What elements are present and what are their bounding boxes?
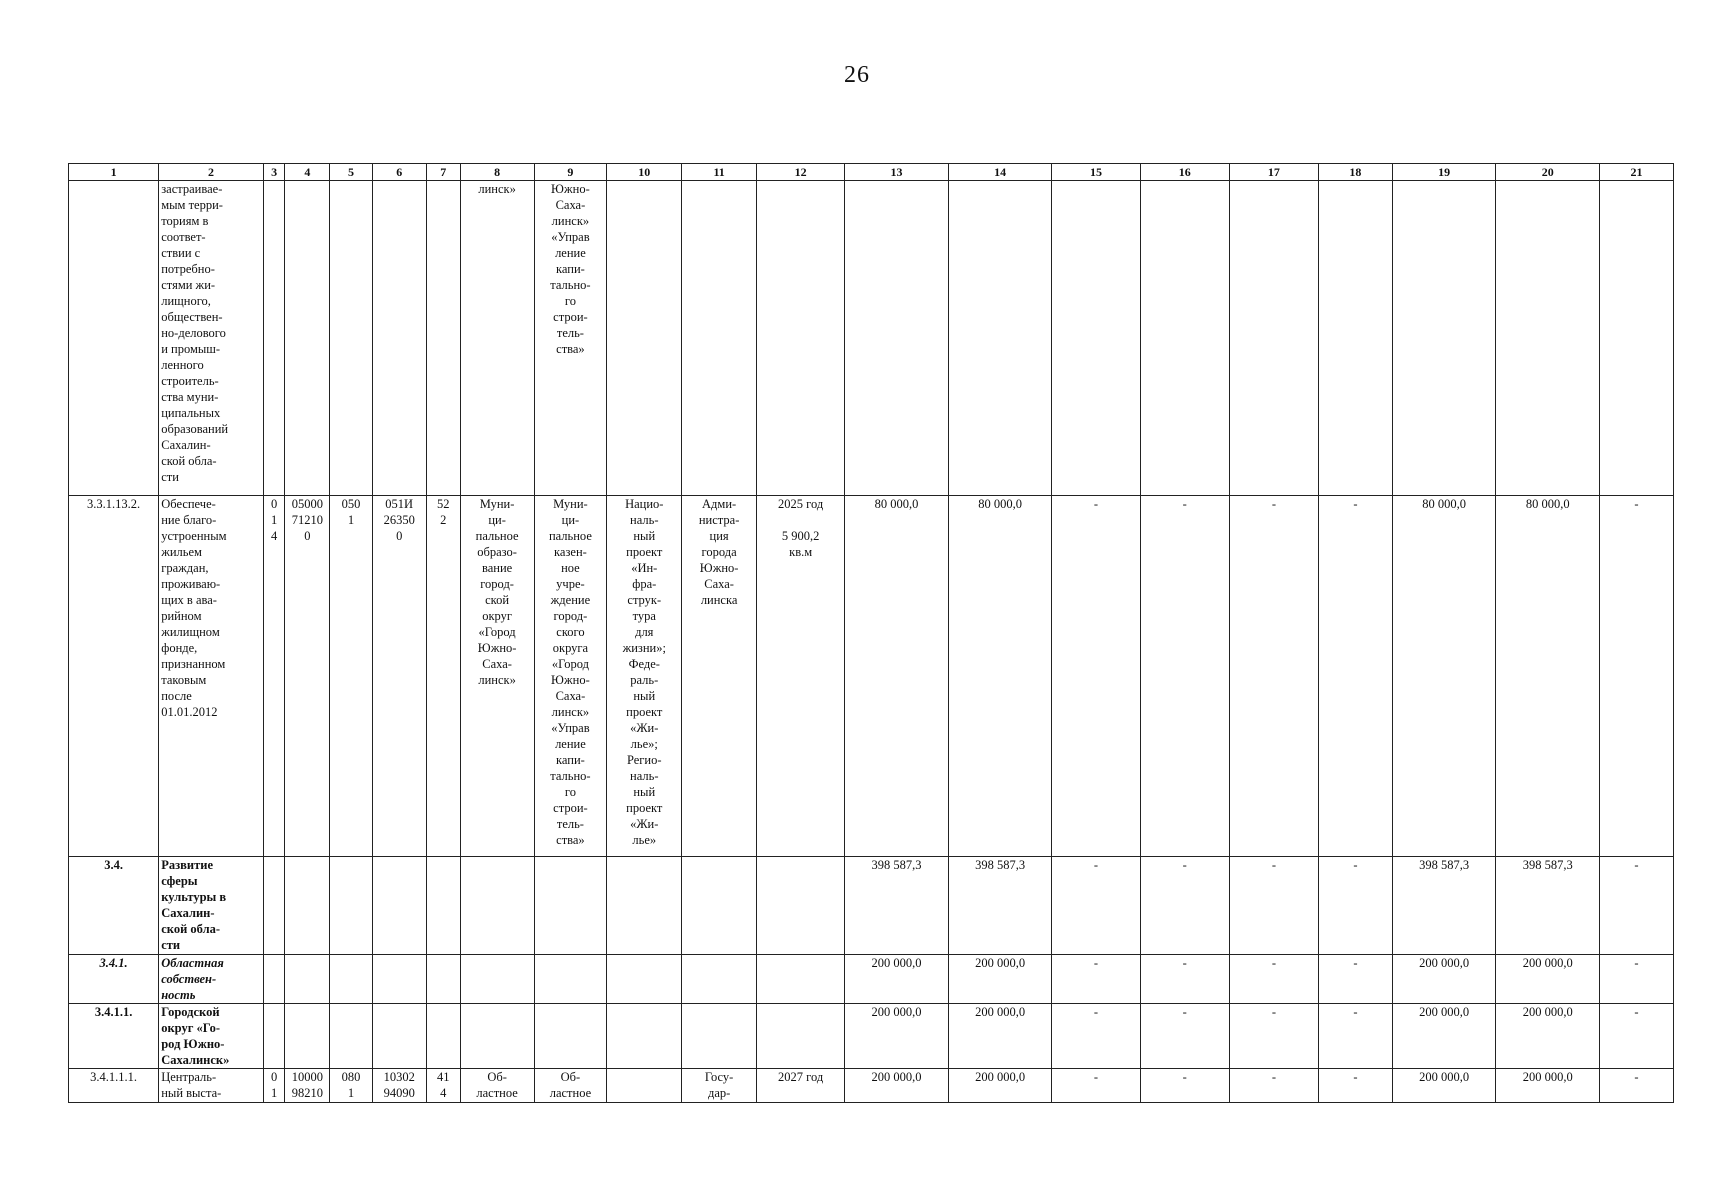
table-row — [69, 1069, 1674, 1103]
table-cell: - — [1600, 955, 1674, 1004]
table-cell — [263, 857, 285, 955]
table-cell — [682, 955, 757, 1004]
table-cell — [1392, 181, 1496, 496]
table-cell: - — [1600, 1069, 1674, 1103]
row-description: Областная собствен- ность — [159, 955, 264, 1004]
table-cell: - — [1140, 1004, 1229, 1069]
table-cell: 05000 71210 0 — [285, 496, 330, 857]
table-cell: - — [1052, 496, 1140, 857]
table-cell — [1496, 181, 1600, 496]
table-cell — [372, 857, 426, 955]
table-row — [69, 955, 1674, 1004]
table-cell: 2027 год — [757, 1069, 845, 1103]
table-cell — [372, 955, 426, 1004]
column-header: 12 — [757, 164, 845, 181]
column-header: 18 — [1319, 164, 1393, 181]
amount-cell: 200 000,0 — [845, 1004, 949, 1069]
table-cell: - — [1600, 496, 1674, 857]
amount-cell: 80 000,0 — [1496, 496, 1600, 857]
column-header: 19 — [1392, 164, 1496, 181]
table-cell — [534, 1004, 607, 1069]
column-header: 3 — [263, 164, 285, 181]
table-cell: линск» — [460, 181, 534, 496]
table-cell — [330, 955, 372, 1004]
table-cell: 050 1 — [330, 496, 372, 857]
column-header: 21 — [1600, 164, 1674, 181]
column-header: 1 — [69, 164, 159, 181]
table-cell — [285, 955, 330, 1004]
column-header: 2 — [159, 164, 264, 181]
table-cell — [757, 1004, 845, 1069]
table-cell — [534, 857, 607, 955]
table-cell — [330, 857, 372, 955]
table-cell: - — [1319, 857, 1393, 955]
row-code: 3.3.1.13.2. — [69, 496, 159, 857]
table-cell — [1229, 181, 1318, 496]
table-cell: - — [1052, 1004, 1140, 1069]
table-cell: - — [1319, 955, 1393, 1004]
table-cell: 051И 26350 0 — [372, 496, 426, 857]
table-cell: - — [1319, 1004, 1393, 1069]
row-code: 3.4.1.1. — [69, 1004, 159, 1069]
table-cell: 52 2 — [426, 496, 460, 857]
table-cell: 10000 98210 — [285, 1069, 330, 1103]
amount-cell: 200 000,0 — [1496, 955, 1600, 1004]
table-cell: 0 1 — [263, 1069, 285, 1103]
table-cell: - — [1600, 857, 1674, 955]
table-cell — [534, 955, 607, 1004]
row-code: 3.4.1. — [69, 955, 159, 1004]
amount-cell: 200 000,0 — [1392, 955, 1496, 1004]
table-cell — [948, 181, 1052, 496]
amount-cell: 200 000,0 — [845, 1069, 949, 1103]
column-header: 14 — [948, 164, 1052, 181]
column-header: 17 — [1229, 164, 1318, 181]
table-row — [69, 1004, 1674, 1069]
column-header: 16 — [1140, 164, 1229, 181]
table-cell — [426, 955, 460, 1004]
table-cell: Нацио- наль- ный проект «Ин- фра- струк- тура для жизни»; Феде- раль- ный проект «Жи- лье»; Регио- наль- ный проект «Жи- лье» — [607, 496, 682, 857]
table-cell: - — [1600, 1004, 1674, 1069]
column-header: 10 — [607, 164, 682, 181]
table-cell — [607, 1069, 682, 1103]
table-cell — [757, 181, 845, 496]
row-description: Централь- ный выста- — [159, 1069, 264, 1103]
row-description: застраивае- мым терри- ториям в соответ- ствии с потребно- стями жи- лищного, обществен- но-делового и промыш- ленного строитель- ства муни- ципальных образований Сахалин- ской обла- сти — [159, 181, 264, 496]
column-header: 9 — [534, 164, 607, 181]
table-cell — [1052, 181, 1140, 496]
table-cell: Муни- ци- пальное образо- вание город- ской округ «Город Южно- Саха- линск» — [460, 496, 534, 857]
table-cell: Госу- дар- — [682, 1069, 757, 1103]
table-cell: - — [1140, 1069, 1229, 1103]
amount-cell: 398 587,3 — [845, 857, 949, 955]
amount-cell: 200 000,0 — [948, 1004, 1052, 1069]
row-description: Городской округ «Го- род Южно- Сахалинск» — [159, 1004, 264, 1069]
table-cell: - — [1052, 1069, 1140, 1103]
column-header: 6 — [372, 164, 426, 181]
column-header: 11 — [682, 164, 757, 181]
table-cell: - — [1140, 857, 1229, 955]
table-row — [69, 857, 1674, 955]
row-code: 3.4. — [69, 857, 159, 955]
table-cell — [607, 955, 682, 1004]
table-cell: - — [1140, 496, 1229, 857]
table-cell — [426, 181, 460, 496]
amount-cell: 200 000,0 — [948, 955, 1052, 1004]
table-cell — [1140, 181, 1229, 496]
table-cell — [460, 955, 534, 1004]
table-cell: Адми- нистра- ция города Южно- Саха- линска — [682, 496, 757, 857]
table-cell — [757, 955, 845, 1004]
column-header: 13 — [845, 164, 949, 181]
table-row — [69, 181, 1674, 496]
table-cell — [263, 1004, 285, 1069]
table-cell: 0 1 4 — [263, 496, 285, 857]
table-cell: - — [1052, 857, 1140, 955]
table-cell: 080 1 — [330, 1069, 372, 1103]
table-cell: Об- ластное — [534, 1069, 607, 1103]
table-cell: - — [1229, 1069, 1318, 1103]
amount-cell: 200 000,0 — [1496, 1069, 1600, 1103]
table-cell: - — [1140, 955, 1229, 1004]
table-cell — [330, 1004, 372, 1069]
table-cell: Южно- Саха- линск» «Управ ление капи- тально- го строи- тель- ства» — [534, 181, 607, 496]
table-cell: 2025 год 5 900,2 кв.м — [757, 496, 845, 857]
table-cell: Муни- ци- пальное казен- ное учре- ждение город- ского округа «Город Южно- Саха- линск» «Управ ление капи- тально- го строи- тель- ства» — [534, 496, 607, 857]
table-cell: - — [1319, 496, 1393, 857]
table-cell: Об- ластное — [460, 1069, 534, 1103]
table-cell — [372, 181, 426, 496]
amount-cell: 200 000,0 — [845, 955, 949, 1004]
table-cell — [607, 181, 682, 496]
table-cell — [1600, 181, 1674, 496]
table-cell — [757, 857, 845, 955]
table-cell — [682, 181, 757, 496]
table-cell — [285, 181, 330, 496]
row-code — [69, 181, 159, 496]
amount-cell: 80 000,0 — [1392, 496, 1496, 857]
table-cell — [330, 181, 372, 496]
amount-cell: 200 000,0 — [1392, 1069, 1496, 1103]
amount-cell: 200 000,0 — [1496, 1004, 1600, 1069]
table-cell — [460, 857, 534, 955]
column-header: 4 — [285, 164, 330, 181]
table-header-row — [69, 164, 1674, 181]
table-cell — [682, 857, 757, 955]
table-cell — [263, 955, 285, 1004]
table-cell — [285, 1004, 330, 1069]
amount-cell: 398 587,3 — [1496, 857, 1600, 955]
amount-cell: 200 000,0 — [948, 1069, 1052, 1103]
budget-table — [68, 163, 1674, 1103]
column-header: 7 — [426, 164, 460, 181]
table-row — [69, 496, 1674, 857]
table-cell: - — [1229, 496, 1318, 857]
table-cell: - — [1229, 1004, 1318, 1069]
column-header: 15 — [1052, 164, 1140, 181]
table-cell: 10302 94090 — [372, 1069, 426, 1103]
column-header: 20 — [1496, 164, 1600, 181]
amount-cell: 398 587,3 — [948, 857, 1052, 955]
amount-cell: 80 000,0 — [845, 496, 949, 857]
row-code: 3.4.1.1.1. — [69, 1069, 159, 1103]
page-number: 26 — [844, 62, 870, 88]
table-cell — [845, 181, 949, 496]
amount-cell: 398 587,3 — [1392, 857, 1496, 955]
table-cell — [426, 857, 460, 955]
table-cell: 41 4 — [426, 1069, 460, 1103]
table-cell: - — [1229, 955, 1318, 1004]
table-cell — [607, 857, 682, 955]
column-header: 5 — [330, 164, 372, 181]
table-cell — [263, 181, 285, 496]
row-description: Обеспече- ние благо- устроенным жильем граждан, проживаю- щих в ава- рийном жилищном фонде, признанном таковым после 01.01.2012 — [159, 496, 264, 857]
row-description: Развитие сферы культуры в Сахалин- ской обла- сти — [159, 857, 264, 955]
table-cell — [285, 857, 330, 955]
table-cell — [682, 1004, 757, 1069]
table-cell: - — [1229, 857, 1318, 955]
table-cell: - — [1319, 1069, 1393, 1103]
table-cell: - — [1052, 955, 1140, 1004]
table-cell — [460, 1004, 534, 1069]
amount-cell: 200 000,0 — [1392, 1004, 1496, 1069]
table-cell — [426, 1004, 460, 1069]
table-cell — [372, 1004, 426, 1069]
table-cell — [607, 1004, 682, 1069]
table-cell — [1319, 181, 1393, 496]
column-header: 8 — [460, 164, 534, 181]
amount-cell: 80 000,0 — [948, 496, 1052, 857]
